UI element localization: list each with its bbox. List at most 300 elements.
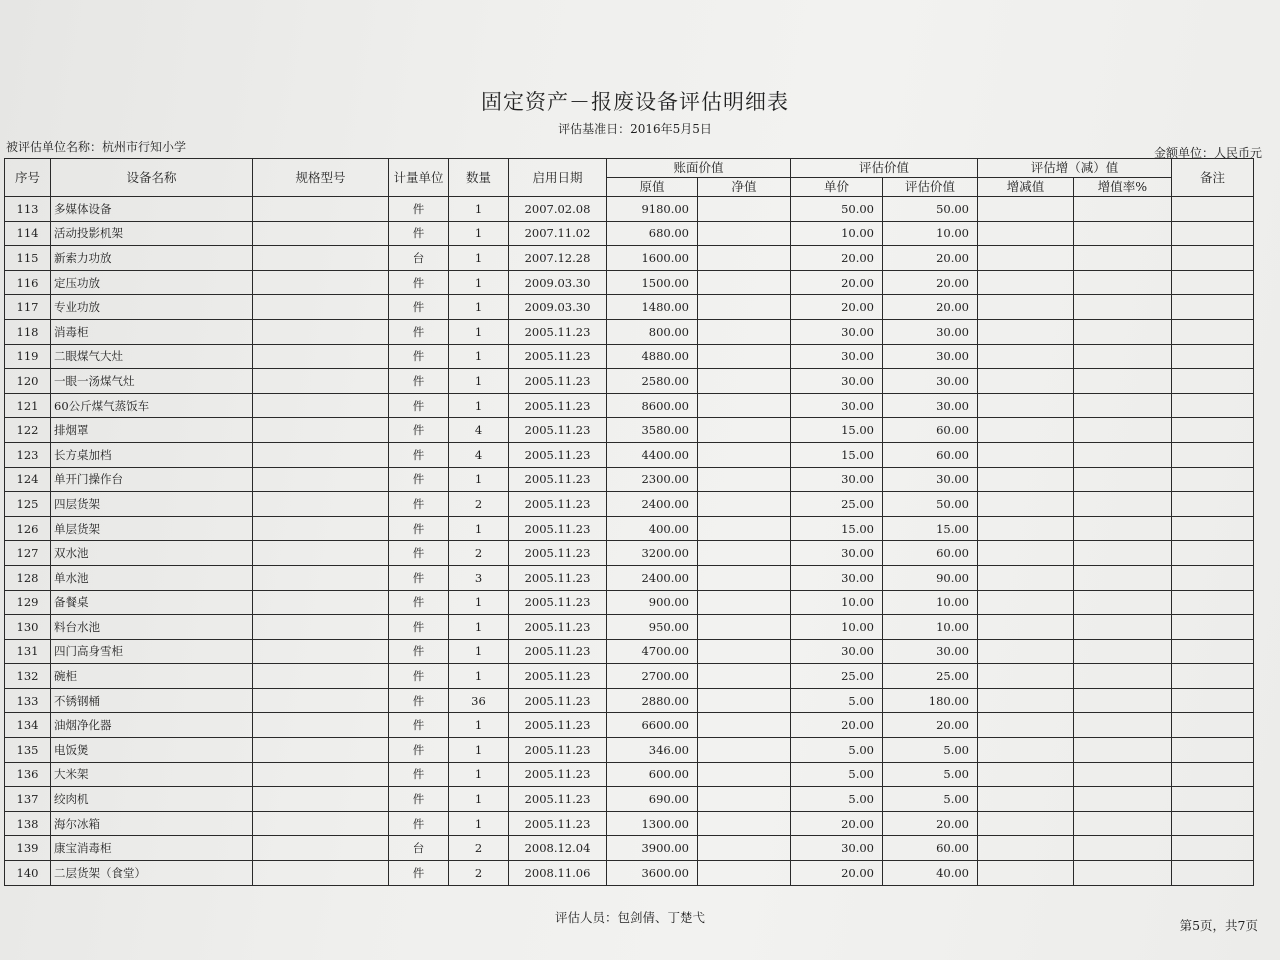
cell-remark bbox=[1172, 615, 1254, 640]
cell-change-amount bbox=[978, 295, 1074, 320]
cell-assessed: 20.00 bbox=[883, 295, 978, 320]
cell-original: 9180.00 bbox=[607, 197, 698, 222]
cell-name: 单水池 bbox=[51, 565, 253, 590]
cell-change-rate bbox=[1074, 295, 1172, 320]
cell-spec bbox=[253, 197, 389, 222]
cell-name: 四层货架 bbox=[51, 492, 253, 517]
cell-unit: 件 bbox=[389, 516, 449, 541]
cell-net bbox=[698, 787, 791, 812]
cell-unit-price: 5.00 bbox=[791, 787, 883, 812]
cell-assessed: 20.00 bbox=[883, 270, 978, 295]
cell-name: 四门高身雪柜 bbox=[51, 639, 253, 664]
cell-change-rate bbox=[1074, 516, 1172, 541]
cell-original: 2580.00 bbox=[607, 369, 698, 394]
table-row bbox=[5, 197, 1254, 222]
cell-date: 2009.03.30 bbox=[509, 270, 607, 295]
cell-name: 双水池 bbox=[51, 541, 253, 566]
cell-unit: 件 bbox=[389, 492, 449, 517]
header-unit-price: 单价 bbox=[791, 178, 883, 197]
cell-name: 备餐桌 bbox=[51, 590, 253, 615]
cell-change-amount bbox=[978, 738, 1074, 763]
assessor-names: 评估人员：包剑倩、丁楚弋 bbox=[554, 910, 705, 925]
cell-assessed: 50.00 bbox=[883, 492, 978, 517]
cell-seq: 113 bbox=[5, 197, 51, 222]
table-header-row bbox=[5, 159, 1254, 178]
cell-assessed: 30.00 bbox=[883, 369, 978, 394]
cell-seq: 123 bbox=[5, 442, 51, 467]
table-row bbox=[5, 664, 1254, 689]
cell-unit: 件 bbox=[389, 811, 449, 836]
cell-qty: 36 bbox=[449, 688, 509, 713]
header-start-date: 启用日期 bbox=[509, 159, 607, 197]
cell-qty: 1 bbox=[449, 197, 509, 222]
cell-unit: 件 bbox=[389, 762, 449, 787]
cell-name: 活动投影机架 bbox=[51, 221, 253, 246]
cell-assessed: 15.00 bbox=[883, 516, 978, 541]
cell-change-rate bbox=[1074, 344, 1172, 369]
cell-unit-price: 30.00 bbox=[791, 467, 883, 492]
cell-original: 2400.00 bbox=[607, 492, 698, 517]
cell-spec bbox=[253, 738, 389, 763]
table-row bbox=[5, 369, 1254, 394]
cell-remark bbox=[1172, 197, 1254, 222]
cell-remark bbox=[1172, 836, 1254, 861]
table-row bbox=[5, 319, 1254, 344]
header-original: 原值 bbox=[607, 178, 698, 197]
cell-change-rate bbox=[1074, 541, 1172, 566]
cell-spec bbox=[253, 295, 389, 320]
cell-remark bbox=[1172, 639, 1254, 664]
cell-change-amount bbox=[978, 565, 1074, 590]
cell-net bbox=[698, 615, 791, 640]
cell-change-amount bbox=[978, 713, 1074, 738]
cell-spec bbox=[253, 836, 389, 861]
table-row bbox=[5, 246, 1254, 271]
cell-name: 康宝消毒柜 bbox=[51, 836, 253, 861]
cell-unit: 件 bbox=[389, 319, 449, 344]
cell-original: 2880.00 bbox=[607, 688, 698, 713]
cell-seq: 129 bbox=[5, 590, 51, 615]
cell-seq: 115 bbox=[5, 246, 51, 271]
cell-qty: 1 bbox=[449, 762, 509, 787]
cell-spec bbox=[253, 319, 389, 344]
cell-unit-price: 20.00 bbox=[791, 246, 883, 271]
cell-assessed: 20.00 bbox=[883, 246, 978, 271]
cell-original: 900.00 bbox=[607, 590, 698, 615]
table-row bbox=[5, 565, 1254, 590]
cell-remark bbox=[1172, 246, 1254, 271]
cell-change-amount bbox=[978, 590, 1074, 615]
cell-qty: 1 bbox=[449, 787, 509, 812]
header-change-rate: 增值率% bbox=[1074, 178, 1172, 197]
cell-change-amount bbox=[978, 393, 1074, 418]
cell-unit: 件 bbox=[389, 467, 449, 492]
cell-unit-price: 30.00 bbox=[791, 369, 883, 394]
cell-qty: 2 bbox=[449, 492, 509, 517]
cell-name: 绞肉机 bbox=[51, 787, 253, 812]
cell-name: 电饭煲 bbox=[51, 738, 253, 763]
cell-assessed: 60.00 bbox=[883, 442, 978, 467]
table-row bbox=[5, 467, 1254, 492]
asset-table bbox=[4, 158, 1254, 886]
cell-seq: 134 bbox=[5, 713, 51, 738]
cell-qty: 1 bbox=[449, 369, 509, 394]
table-row bbox=[5, 738, 1254, 763]
cell-change-amount bbox=[978, 270, 1074, 295]
cell-change-rate bbox=[1074, 418, 1172, 443]
cell-name: 消毒柜 bbox=[51, 319, 253, 344]
header-qty: 数量 bbox=[449, 159, 509, 197]
cell-original: 1300.00 bbox=[607, 811, 698, 836]
cell-change-amount bbox=[978, 811, 1074, 836]
cell-remark bbox=[1172, 319, 1254, 344]
cell-net bbox=[698, 221, 791, 246]
cell-unit: 件 bbox=[389, 197, 449, 222]
table-row bbox=[5, 762, 1254, 787]
cell-date: 2005.11.23 bbox=[509, 688, 607, 713]
cell-remark bbox=[1172, 344, 1254, 369]
cell-net bbox=[698, 688, 791, 713]
cell-qty: 1 bbox=[449, 811, 509, 836]
cell-date: 2005.11.23 bbox=[509, 418, 607, 443]
cell-original: 950.00 bbox=[607, 615, 698, 640]
cell-qty: 1 bbox=[449, 615, 509, 640]
table-row bbox=[5, 442, 1254, 467]
table-row bbox=[5, 639, 1254, 664]
cell-spec bbox=[253, 344, 389, 369]
cell-name: 排烟罩 bbox=[51, 418, 253, 443]
cell-date: 2005.11.23 bbox=[509, 738, 607, 763]
cell-original: 3200.00 bbox=[607, 541, 698, 566]
cell-spec bbox=[253, 369, 389, 394]
cell-original: 680.00 bbox=[607, 221, 698, 246]
cell-seq: 126 bbox=[5, 516, 51, 541]
header-net: 净值 bbox=[698, 178, 791, 197]
cell-net bbox=[698, 418, 791, 443]
assessed-entity-name: 被评估单位名称：杭州市行知小学 bbox=[6, 140, 187, 154]
cell-remark bbox=[1172, 738, 1254, 763]
cell-seq: 127 bbox=[5, 541, 51, 566]
cell-name: 油烟净化器 bbox=[51, 713, 253, 738]
cell-change-amount bbox=[978, 787, 1074, 812]
cell-date: 2005.11.23 bbox=[509, 492, 607, 517]
cell-net bbox=[698, 590, 791, 615]
cell-date: 2008.11.06 bbox=[509, 861, 607, 886]
cell-assessed: 30.00 bbox=[883, 344, 978, 369]
cell-unit-price: 20.00 bbox=[791, 861, 883, 886]
cell-qty: 4 bbox=[449, 418, 509, 443]
cell-date: 2005.11.23 bbox=[509, 393, 607, 418]
cell-date: 2005.11.23 bbox=[509, 467, 607, 492]
cell-change-rate bbox=[1074, 762, 1172, 787]
header-seq: 序号 bbox=[5, 159, 51, 197]
cell-name: 碗柜 bbox=[51, 664, 253, 689]
cell-date: 2005.11.23 bbox=[509, 516, 607, 541]
cell-date: 2005.11.23 bbox=[509, 541, 607, 566]
cell-change-rate bbox=[1074, 836, 1172, 861]
cell-remark bbox=[1172, 762, 1254, 787]
cell-net bbox=[698, 762, 791, 787]
cell-name: 海尔冰箱 bbox=[51, 811, 253, 836]
cell-net bbox=[698, 295, 791, 320]
cell-remark bbox=[1172, 369, 1254, 394]
cell-change-rate bbox=[1074, 861, 1172, 886]
cell-assessed: 90.00 bbox=[883, 565, 978, 590]
cell-seq: 139 bbox=[5, 836, 51, 861]
cell-unit-price: 25.00 bbox=[791, 664, 883, 689]
cell-original: 2300.00 bbox=[607, 467, 698, 492]
cell-seq: 119 bbox=[5, 344, 51, 369]
cell-seq: 133 bbox=[5, 688, 51, 713]
header-name: 设备名称 bbox=[51, 159, 253, 197]
cell-original: 2400.00 bbox=[607, 565, 698, 590]
cell-unit: 件 bbox=[389, 221, 449, 246]
cell-change-rate bbox=[1074, 197, 1172, 222]
cell-unit-price: 5.00 bbox=[791, 738, 883, 763]
cell-spec bbox=[253, 270, 389, 295]
cell-net bbox=[698, 664, 791, 689]
cell-unit-price: 30.00 bbox=[791, 344, 883, 369]
cell-unit: 件 bbox=[389, 615, 449, 640]
cell-qty: 1 bbox=[449, 664, 509, 689]
cell-qty: 1 bbox=[449, 319, 509, 344]
cell-net bbox=[698, 516, 791, 541]
cell-remark bbox=[1172, 861, 1254, 886]
cell-assessed: 5.00 bbox=[883, 787, 978, 812]
cell-spec bbox=[253, 787, 389, 812]
cell-spec bbox=[253, 467, 389, 492]
cell-spec bbox=[253, 516, 389, 541]
table-row bbox=[5, 221, 1254, 246]
cell-qty: 2 bbox=[449, 836, 509, 861]
cell-spec bbox=[253, 246, 389, 271]
cell-assessed: 30.00 bbox=[883, 639, 978, 664]
cell-change-rate bbox=[1074, 467, 1172, 492]
header-assessed-value: 评估价值 bbox=[791, 159, 978, 178]
table-row bbox=[5, 516, 1254, 541]
cell-net bbox=[698, 492, 791, 517]
cell-spec bbox=[253, 221, 389, 246]
cell-change-rate bbox=[1074, 787, 1172, 812]
cell-assessed: 180.00 bbox=[883, 688, 978, 713]
cell-change-rate bbox=[1074, 221, 1172, 246]
cell-change-amount bbox=[978, 639, 1074, 664]
cell-unit-price: 50.00 bbox=[791, 197, 883, 222]
cell-spec bbox=[253, 492, 389, 517]
table-row bbox=[5, 393, 1254, 418]
cell-remark bbox=[1172, 221, 1254, 246]
table-row bbox=[5, 811, 1254, 836]
cell-unit: 件 bbox=[389, 639, 449, 664]
cell-qty: 1 bbox=[449, 738, 509, 763]
cell-qty: 1 bbox=[449, 295, 509, 320]
cell-unit-price: 30.00 bbox=[791, 319, 883, 344]
table-row bbox=[5, 836, 1254, 861]
cell-change-amount bbox=[978, 369, 1074, 394]
cell-change-amount bbox=[978, 836, 1074, 861]
cell-name: 料台水池 bbox=[51, 615, 253, 640]
cell-unit: 件 bbox=[389, 565, 449, 590]
cell-seq: 121 bbox=[5, 393, 51, 418]
cell-original: 1500.00 bbox=[607, 270, 698, 295]
cell-qty: 1 bbox=[449, 639, 509, 664]
cell-unit-price: 20.00 bbox=[791, 270, 883, 295]
table-row bbox=[5, 688, 1254, 713]
cell-spec bbox=[253, 442, 389, 467]
valuation-date: 评估基准日：2016年5月5日 bbox=[558, 122, 712, 136]
cell-unit-price: 10.00 bbox=[791, 221, 883, 246]
cell-net bbox=[698, 565, 791, 590]
cell-net bbox=[698, 369, 791, 394]
cell-change-rate bbox=[1074, 688, 1172, 713]
cell-date: 2005.11.23 bbox=[509, 811, 607, 836]
cell-date: 2005.11.23 bbox=[509, 787, 607, 812]
cell-net bbox=[698, 270, 791, 295]
cell-change-amount bbox=[978, 246, 1074, 271]
cell-change-amount bbox=[978, 664, 1074, 689]
cell-remark bbox=[1172, 516, 1254, 541]
cell-assessed: 20.00 bbox=[883, 713, 978, 738]
cell-seq: 131 bbox=[5, 639, 51, 664]
cell-change-amount bbox=[978, 861, 1074, 886]
table-row bbox=[5, 713, 1254, 738]
header-change: 评估增（减）值 bbox=[978, 159, 1172, 178]
table-row bbox=[5, 541, 1254, 566]
cell-change-amount bbox=[978, 615, 1074, 640]
cell-seq: 136 bbox=[5, 762, 51, 787]
cell-net bbox=[698, 393, 791, 418]
cell-date: 2005.11.23 bbox=[509, 369, 607, 394]
cell-net bbox=[698, 738, 791, 763]
cell-seq: 124 bbox=[5, 467, 51, 492]
cell-name: 定压功放 bbox=[51, 270, 253, 295]
cell-qty: 1 bbox=[449, 221, 509, 246]
header-unit: 计量单位 bbox=[389, 159, 449, 197]
cell-original: 6600.00 bbox=[607, 713, 698, 738]
cell-original: 3580.00 bbox=[607, 418, 698, 443]
cell-name: 专业功放 bbox=[51, 295, 253, 320]
cell-unit: 件 bbox=[389, 713, 449, 738]
cell-net bbox=[698, 344, 791, 369]
cell-date: 2005.11.23 bbox=[509, 615, 607, 640]
cell-name: 大米架 bbox=[51, 762, 253, 787]
cell-unit-price: 30.00 bbox=[791, 639, 883, 664]
cell-change-amount bbox=[978, 418, 1074, 443]
cell-unit: 件 bbox=[389, 787, 449, 812]
cell-unit: 件 bbox=[389, 418, 449, 443]
cell-assessed: 30.00 bbox=[883, 319, 978, 344]
cell-net bbox=[698, 713, 791, 738]
cell-unit-price: 20.00 bbox=[791, 713, 883, 738]
cell-seq: 138 bbox=[5, 811, 51, 836]
header-assessed: 评估价值 bbox=[883, 178, 978, 197]
cell-change-rate bbox=[1074, 369, 1172, 394]
cell-date: 2005.11.23 bbox=[509, 762, 607, 787]
cell-unit-price: 15.00 bbox=[791, 418, 883, 443]
cell-qty: 1 bbox=[449, 516, 509, 541]
cell-original: 4700.00 bbox=[607, 639, 698, 664]
cell-name: 长方桌加档 bbox=[51, 442, 253, 467]
page-number: 第5页，共7页 bbox=[1179, 918, 1258, 933]
cell-change-rate bbox=[1074, 319, 1172, 344]
table-row bbox=[5, 861, 1254, 886]
cell-spec bbox=[253, 762, 389, 787]
cell-qty: 1 bbox=[449, 590, 509, 615]
cell-assessed: 50.00 bbox=[883, 197, 978, 222]
cell-net bbox=[698, 861, 791, 886]
cell-unit: 件 bbox=[389, 344, 449, 369]
currency-unit: 金额单位：人民币元 bbox=[1153, 146, 1262, 160]
cell-seq: 140 bbox=[5, 861, 51, 886]
cell-net bbox=[698, 442, 791, 467]
cell-seq: 130 bbox=[5, 615, 51, 640]
cell-remark bbox=[1172, 787, 1254, 812]
cell-change-rate bbox=[1074, 270, 1172, 295]
cell-unit-price: 30.00 bbox=[791, 836, 883, 861]
cell-change-rate bbox=[1074, 590, 1172, 615]
cell-name: 单开门操作台 bbox=[51, 467, 253, 492]
cell-date: 2005.11.23 bbox=[509, 344, 607, 369]
cell-date: 2005.11.23 bbox=[509, 319, 607, 344]
cell-assessed: 25.00 bbox=[883, 664, 978, 689]
cell-change-rate bbox=[1074, 639, 1172, 664]
table-row bbox=[5, 590, 1254, 615]
cell-unit-price: 15.00 bbox=[791, 442, 883, 467]
cell-assessed: 10.00 bbox=[883, 590, 978, 615]
cell-assessed: 20.00 bbox=[883, 811, 978, 836]
cell-original: 1480.00 bbox=[607, 295, 698, 320]
cell-unit-price: 20.00 bbox=[791, 811, 883, 836]
cell-change-amount bbox=[978, 541, 1074, 566]
document-title: 固定资产－报废设备评估明细表 bbox=[481, 90, 789, 114]
cell-spec bbox=[253, 811, 389, 836]
table-row bbox=[5, 270, 1254, 295]
cell-original: 1600.00 bbox=[607, 246, 698, 271]
cell-original: 4880.00 bbox=[607, 344, 698, 369]
cell-change-amount bbox=[978, 442, 1074, 467]
cell-assessed: 60.00 bbox=[883, 418, 978, 443]
cell-original: 3600.00 bbox=[607, 861, 698, 886]
cell-spec bbox=[253, 393, 389, 418]
cell-remark bbox=[1172, 492, 1254, 517]
cell-seq: 116 bbox=[5, 270, 51, 295]
cell-assessed: 30.00 bbox=[883, 393, 978, 418]
cell-date: 2005.11.23 bbox=[509, 565, 607, 590]
table-row bbox=[5, 344, 1254, 369]
cell-assessed: 40.00 bbox=[883, 861, 978, 886]
cell-change-rate bbox=[1074, 393, 1172, 418]
cell-change-rate bbox=[1074, 492, 1172, 517]
cell-spec bbox=[253, 713, 389, 738]
cell-unit: 件 bbox=[389, 295, 449, 320]
cell-seq: 117 bbox=[5, 295, 51, 320]
cell-net bbox=[698, 319, 791, 344]
cell-date: 2007.02.08 bbox=[509, 197, 607, 222]
cell-original: 690.00 bbox=[607, 787, 698, 812]
cell-seq: 135 bbox=[5, 738, 51, 763]
cell-assessed: 60.00 bbox=[883, 836, 978, 861]
cell-spec bbox=[253, 639, 389, 664]
cell-spec bbox=[253, 615, 389, 640]
cell-remark bbox=[1172, 295, 1254, 320]
cell-seq: 114 bbox=[5, 221, 51, 246]
cell-net bbox=[698, 836, 791, 861]
cell-spec bbox=[253, 565, 389, 590]
cell-spec bbox=[253, 418, 389, 443]
cell-change-amount bbox=[978, 467, 1074, 492]
cell-qty: 2 bbox=[449, 541, 509, 566]
cell-remark bbox=[1172, 664, 1254, 689]
